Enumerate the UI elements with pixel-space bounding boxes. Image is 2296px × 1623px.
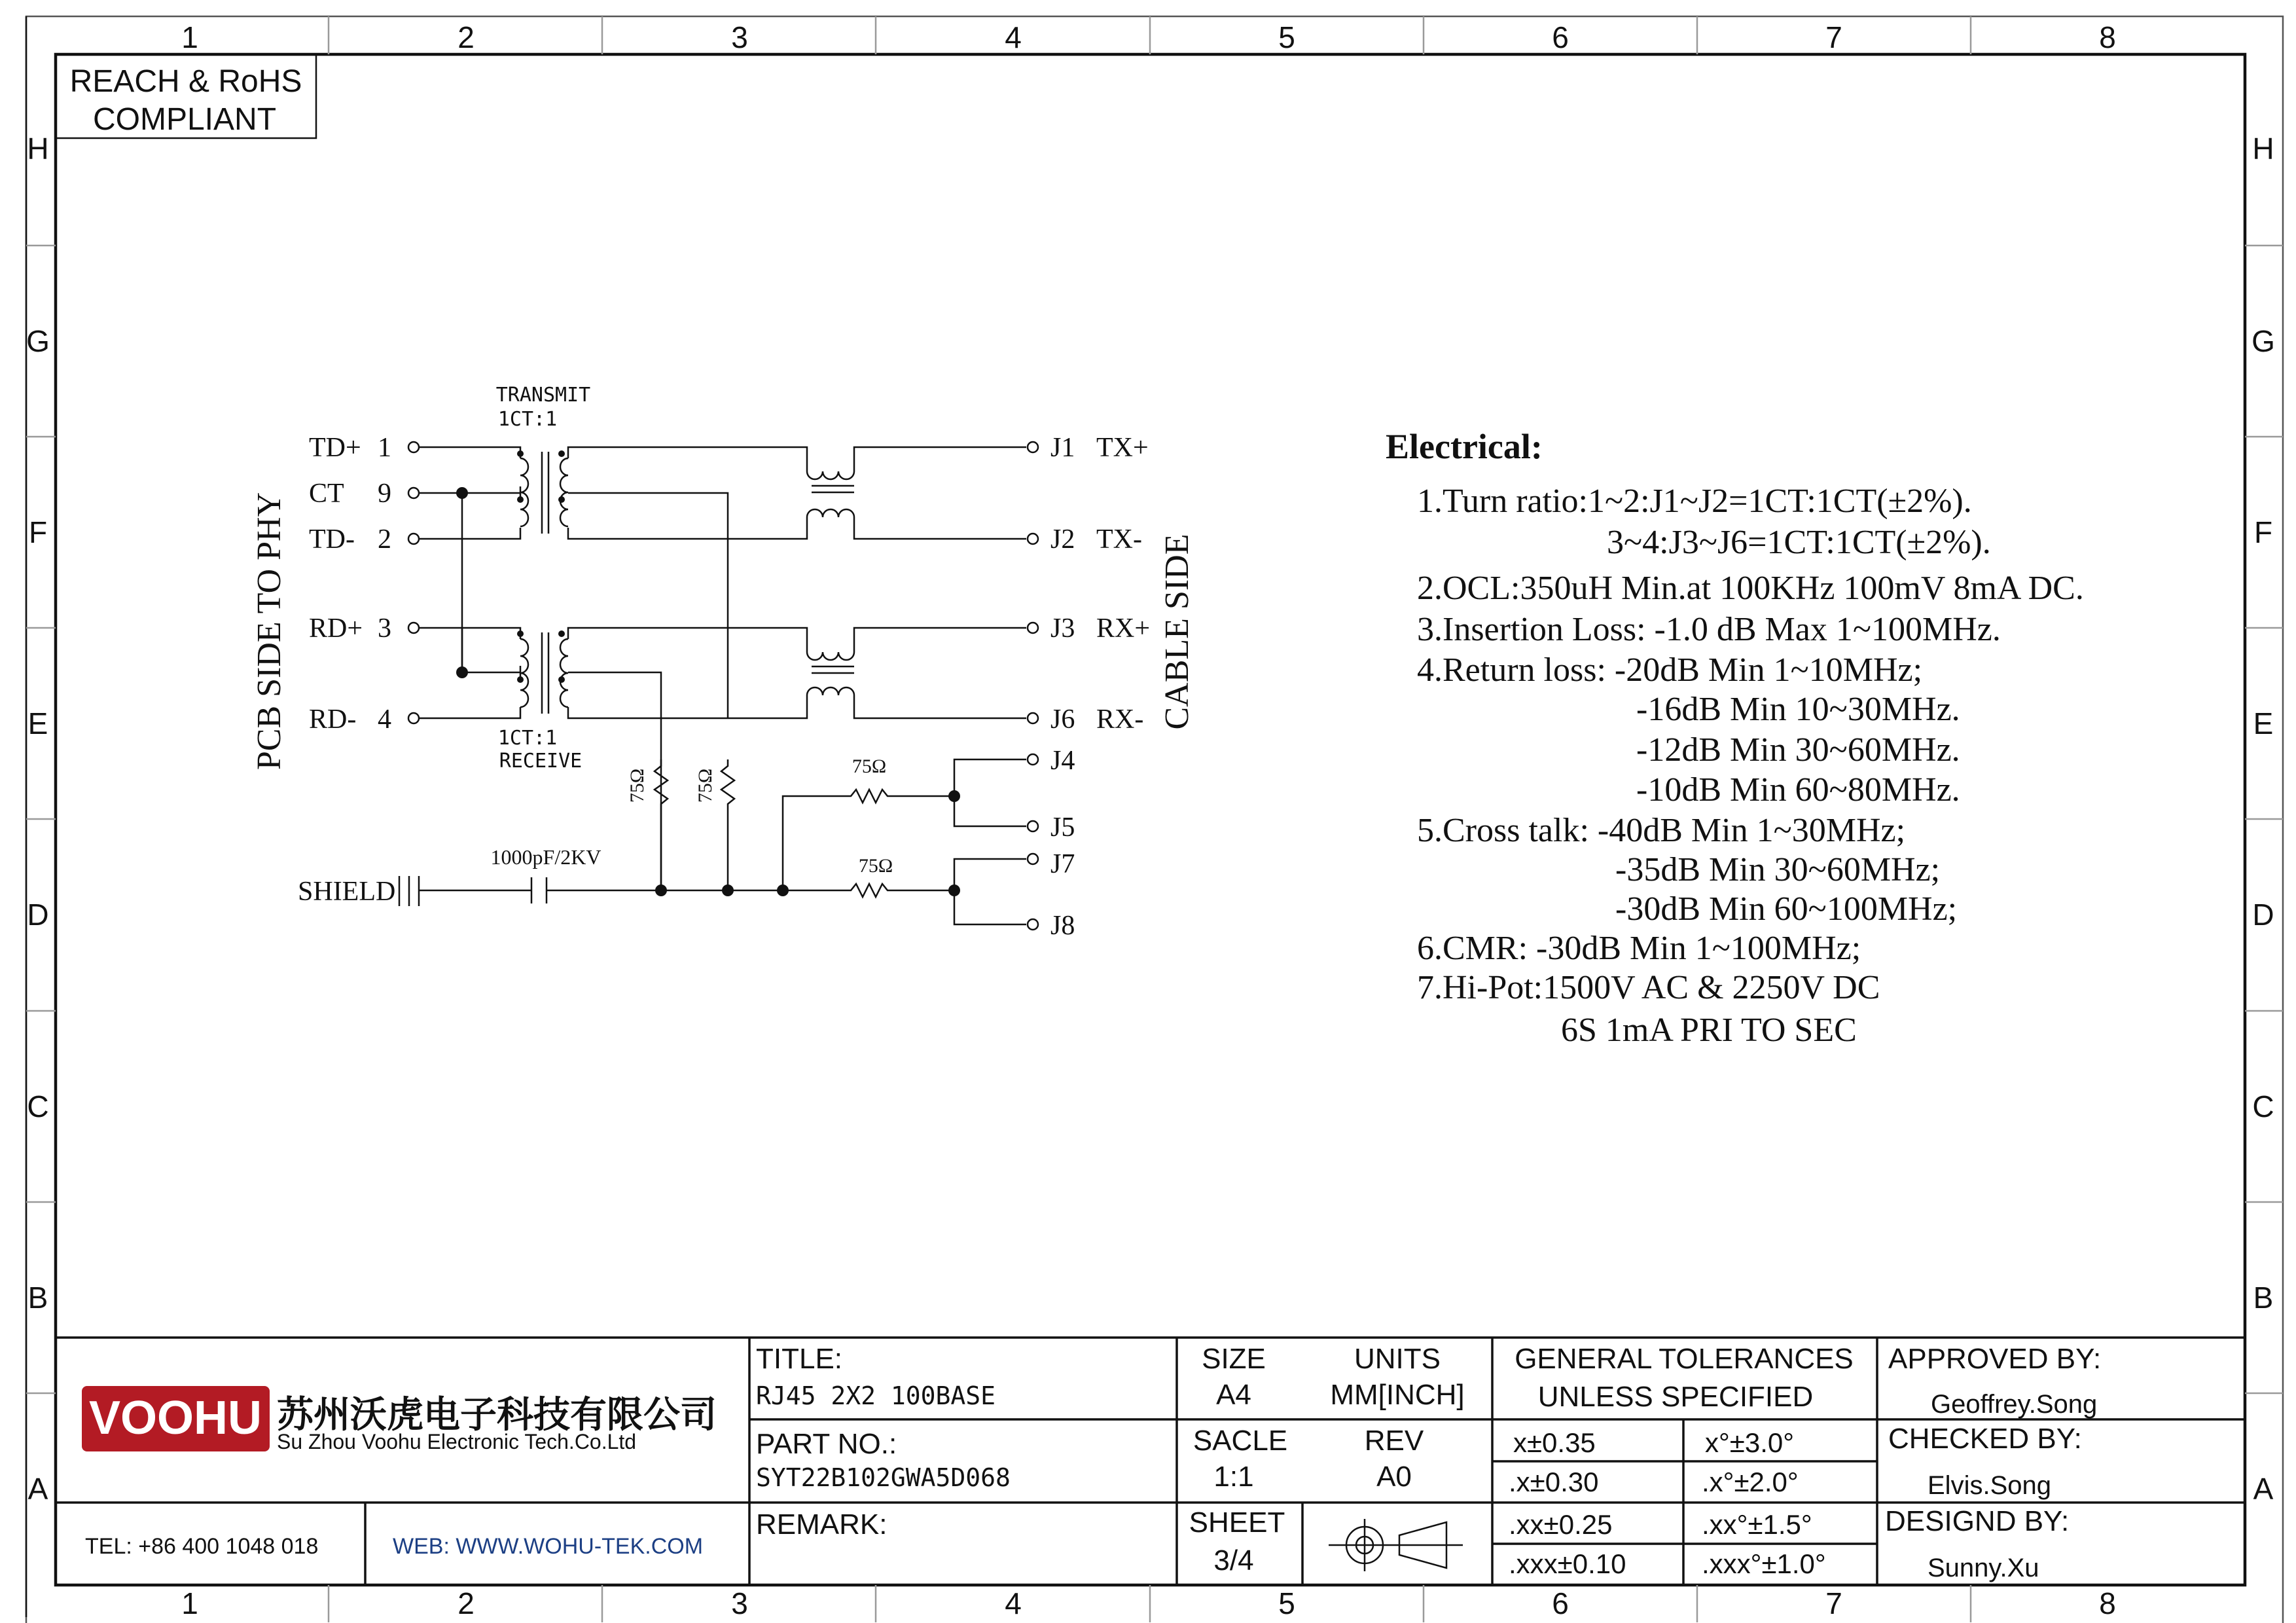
company-name-en: Su Zhou Voohu Electronic Tech.Co.Ltd bbox=[277, 1430, 637, 1453]
row-label: B bbox=[27, 1281, 48, 1315]
left-side-label: PCB SIDE TO PHY bbox=[251, 492, 288, 771]
row-label: C bbox=[2252, 1089, 2274, 1123]
electrical-spec bbox=[1386, 427, 2084, 1049]
title-block bbox=[56, 1338, 2245, 1585]
resistor-label: 75Ω bbox=[626, 768, 648, 803]
left-terminals bbox=[408, 442, 419, 723]
scale-value: 1:1 bbox=[1213, 1461, 1254, 1493]
spec-line: -30dB Min 60~100MHz; bbox=[1615, 890, 1958, 928]
col-label: 1 bbox=[181, 20, 198, 54]
pin-j: J8 bbox=[1050, 911, 1075, 941]
size-value: A4 bbox=[1216, 1379, 1251, 1411]
designed-value: Sunny.Xu bbox=[1928, 1554, 2039, 1582]
pin-name: RD+ bbox=[309, 613, 363, 644]
pin-number: 4 bbox=[378, 704, 391, 735]
tolerance-angular: x°±3.0° bbox=[1705, 1427, 1795, 1458]
web-link[interactable]: WEB: WWW.WOHU-TEK.COM bbox=[393, 1534, 704, 1559]
row-label: H bbox=[2252, 132, 2274, 166]
right-side-label: CABLE SIDE bbox=[1158, 534, 1196, 730]
row-label: E bbox=[27, 706, 48, 740]
company-name-cn: 苏州沃虎电子科技有限公司 bbox=[277, 1394, 717, 1435]
col-label: 4 bbox=[1005, 20, 1022, 54]
spec-line: 3~4:J3~J6=1CT:1CT(±2%). bbox=[1607, 524, 1991, 561]
remark-label: REMARK: bbox=[756, 1508, 888, 1541]
row-label: G bbox=[26, 324, 50, 358]
spec-line: 2.OCL:350uH Min.at 100KHz 100mV 8mA DC. bbox=[1417, 570, 2084, 607]
row-label: F bbox=[2253, 515, 2273, 549]
spec-line: 7.Hi-Pot:1500V AC & 2250V DC bbox=[1417, 969, 1880, 1006]
sheet-value: 3/4 bbox=[1213, 1544, 1254, 1577]
spec-line: -35dB Min 30~60MHz; bbox=[1615, 851, 1941, 888]
row-label: B bbox=[2253, 1281, 2274, 1315]
spec-line: 5.Cross talk: -40dB Min 1~30MHz; bbox=[1417, 812, 1906, 849]
receive-ratio: 1CT:1 bbox=[497, 727, 558, 750]
tolerance-linear: x±0.35 bbox=[1513, 1427, 1596, 1458]
designed-label: DESIGND BY: bbox=[1885, 1505, 2070, 1537]
transmit-ratio: 1CT:1 bbox=[497, 408, 558, 431]
scale-label: SACLE bbox=[1193, 1425, 1288, 1457]
left-wires bbox=[419, 447, 520, 718]
col-label: 7 bbox=[1825, 1586, 1842, 1620]
column-labels-top bbox=[181, 20, 2116, 54]
pin-name: TD- bbox=[309, 524, 355, 555]
compliance-line1: REACH & RoHS bbox=[69, 64, 302, 99]
tolerance-angular: .x°±2.0° bbox=[1702, 1467, 1799, 1497]
col-label: 6 bbox=[1552, 1586, 1569, 1620]
choke-rx bbox=[807, 628, 1026, 718]
row-label: D bbox=[2252, 898, 2274, 932]
pin-number: 1 bbox=[378, 433, 391, 463]
row-label: A bbox=[2253, 1472, 2274, 1506]
tolerance-heading2: UNLESS SPECIFIED bbox=[1537, 1381, 1814, 1413]
pin-j: J7 bbox=[1050, 849, 1075, 879]
spec-line: 4.Return loss: -20dB Min 1~10MHz; bbox=[1417, 651, 1923, 689]
pin-j: J2 bbox=[1050, 524, 1075, 555]
electrical-heading: Electrical: bbox=[1386, 427, 1543, 466]
col-label: 8 bbox=[2099, 1586, 2116, 1620]
row-label: H bbox=[27, 132, 49, 166]
receive-label: RECEIVE bbox=[499, 750, 583, 773]
pin-name: TD+ bbox=[309, 433, 361, 463]
pin-j: J6 bbox=[1050, 704, 1075, 735]
resistor-label: 75Ω bbox=[852, 756, 887, 777]
right-terminals bbox=[1028, 442, 1038, 930]
tolerance-angular: .xx°±1.5° bbox=[1702, 1509, 1812, 1540]
col-label: 5 bbox=[1278, 1586, 1295, 1620]
tolerance-heading1: GENERAL TOLERANCES bbox=[1515, 1343, 1854, 1375]
resistor-label: 75Ω bbox=[858, 855, 893, 877]
col-label: 7 bbox=[1825, 20, 1842, 54]
col-label: 5 bbox=[1278, 20, 1295, 54]
resistor-label: 75Ω bbox=[694, 768, 716, 803]
tel-text: TEL: +86 400 1048 018 bbox=[85, 1534, 319, 1559]
zone-ticks bbox=[26, 16, 2283, 1622]
tolerance-linear: .xxx±0.10 bbox=[1509, 1548, 1626, 1579]
row-label: D bbox=[27, 898, 49, 932]
logo-text: VOOHU bbox=[88, 1392, 262, 1444]
col-label: 6 bbox=[1552, 20, 1569, 54]
approved-label: APPROVED BY: bbox=[1888, 1343, 2102, 1375]
pin-number: 9 bbox=[378, 479, 391, 509]
pin-signal: RX+ bbox=[1096, 613, 1151, 644]
rev-value: A0 bbox=[1376, 1461, 1412, 1493]
compliance-line2: COMPLIANT bbox=[92, 102, 277, 137]
spec-line: -10dB Min 60~80MHz. bbox=[1636, 771, 1960, 809]
part-value: SYT22B102GWA5D068 bbox=[756, 1463, 1011, 1492]
col-label: 8 bbox=[2099, 20, 2116, 54]
column-labels-bottom bbox=[181, 1586, 2116, 1620]
left-pins bbox=[309, 433, 391, 735]
spec-line: -12dB Min 30~60MHz. bbox=[1636, 731, 1960, 769]
units-value: MM[INCH] bbox=[1330, 1379, 1465, 1411]
size-label: SIZE bbox=[1202, 1343, 1266, 1375]
pin-name: RD- bbox=[309, 704, 357, 735]
compliance-box bbox=[56, 54, 316, 138]
part-label: PART NO.: bbox=[756, 1428, 897, 1460]
projection-symbol-icon bbox=[1329, 1519, 1463, 1571]
row-label: C bbox=[27, 1089, 49, 1123]
row-label: F bbox=[28, 515, 48, 549]
pin-signal: TX- bbox=[1096, 524, 1142, 555]
pin-signal: RX- bbox=[1096, 704, 1144, 735]
spec-line: 6.CMR: -30dB Min 1~100MHz; bbox=[1417, 930, 1861, 967]
col-label: 2 bbox=[457, 1586, 475, 1620]
approved-value: Geoffrey.Song bbox=[1931, 1390, 2098, 1419]
tolerance-linear: .x±0.30 bbox=[1509, 1467, 1599, 1497]
sheet-frame bbox=[26, 16, 2283, 1623]
tolerance-linear: .xx±0.25 bbox=[1509, 1509, 1613, 1540]
shield-label: SHIELD bbox=[298, 877, 396, 907]
junction-dots-bottom bbox=[655, 790, 960, 896]
spec-line: 6S 1mA PRI TO SEC bbox=[1561, 1012, 1857, 1049]
rev-label: REV bbox=[1364, 1425, 1424, 1457]
col-label: 3 bbox=[731, 1586, 748, 1620]
capacitor-label: 1000pF/2KV bbox=[490, 845, 601, 869]
pin-j: J5 bbox=[1050, 812, 1075, 843]
spec-line: 3.Insertion Loss: -1.0 dB Max 1~100MHz. bbox=[1417, 611, 2001, 648]
pin-name: CT bbox=[309, 479, 344, 509]
pin-j: J1 bbox=[1050, 433, 1075, 463]
schematic bbox=[251, 384, 1196, 941]
pin-signal: TX+ bbox=[1096, 433, 1149, 463]
col-label: 2 bbox=[457, 20, 475, 54]
resistor-labels bbox=[626, 756, 893, 877]
title-label: TITLE: bbox=[756, 1343, 843, 1375]
row-label: G bbox=[2251, 324, 2275, 358]
checked-label: CHECKED BY: bbox=[1888, 1423, 2082, 1455]
spec-line: -16dB Min 10~30MHz. bbox=[1636, 691, 1960, 728]
row-label: A bbox=[27, 1472, 48, 1506]
pin-j: J4 bbox=[1050, 746, 1075, 776]
col-label: 1 bbox=[181, 1586, 198, 1620]
pin-number: 2 bbox=[378, 524, 391, 555]
col-label: 4 bbox=[1005, 1586, 1022, 1620]
right-pins bbox=[1050, 433, 1150, 941]
spec-line: 1.Turn ratio:1~2:J1~J2=1CT:1CT(±2%). bbox=[1417, 483, 1972, 520]
pin-j: J3 bbox=[1050, 613, 1075, 644]
checked-value: Elvis.Song bbox=[1928, 1471, 2051, 1500]
col-label: 3 bbox=[731, 20, 748, 54]
sheet-label: SHEET bbox=[1189, 1506, 1285, 1539]
row-label: E bbox=[2253, 706, 2274, 740]
transmit-label: TRANSMIT bbox=[495, 384, 591, 407]
title-value: RJ45 2X2 100BASE bbox=[756, 1381, 996, 1410]
units-label: UNITS bbox=[1354, 1343, 1441, 1375]
pin-number: 3 bbox=[378, 613, 391, 644]
tolerance-angular: .xxx°±1.0° bbox=[1702, 1548, 1826, 1579]
